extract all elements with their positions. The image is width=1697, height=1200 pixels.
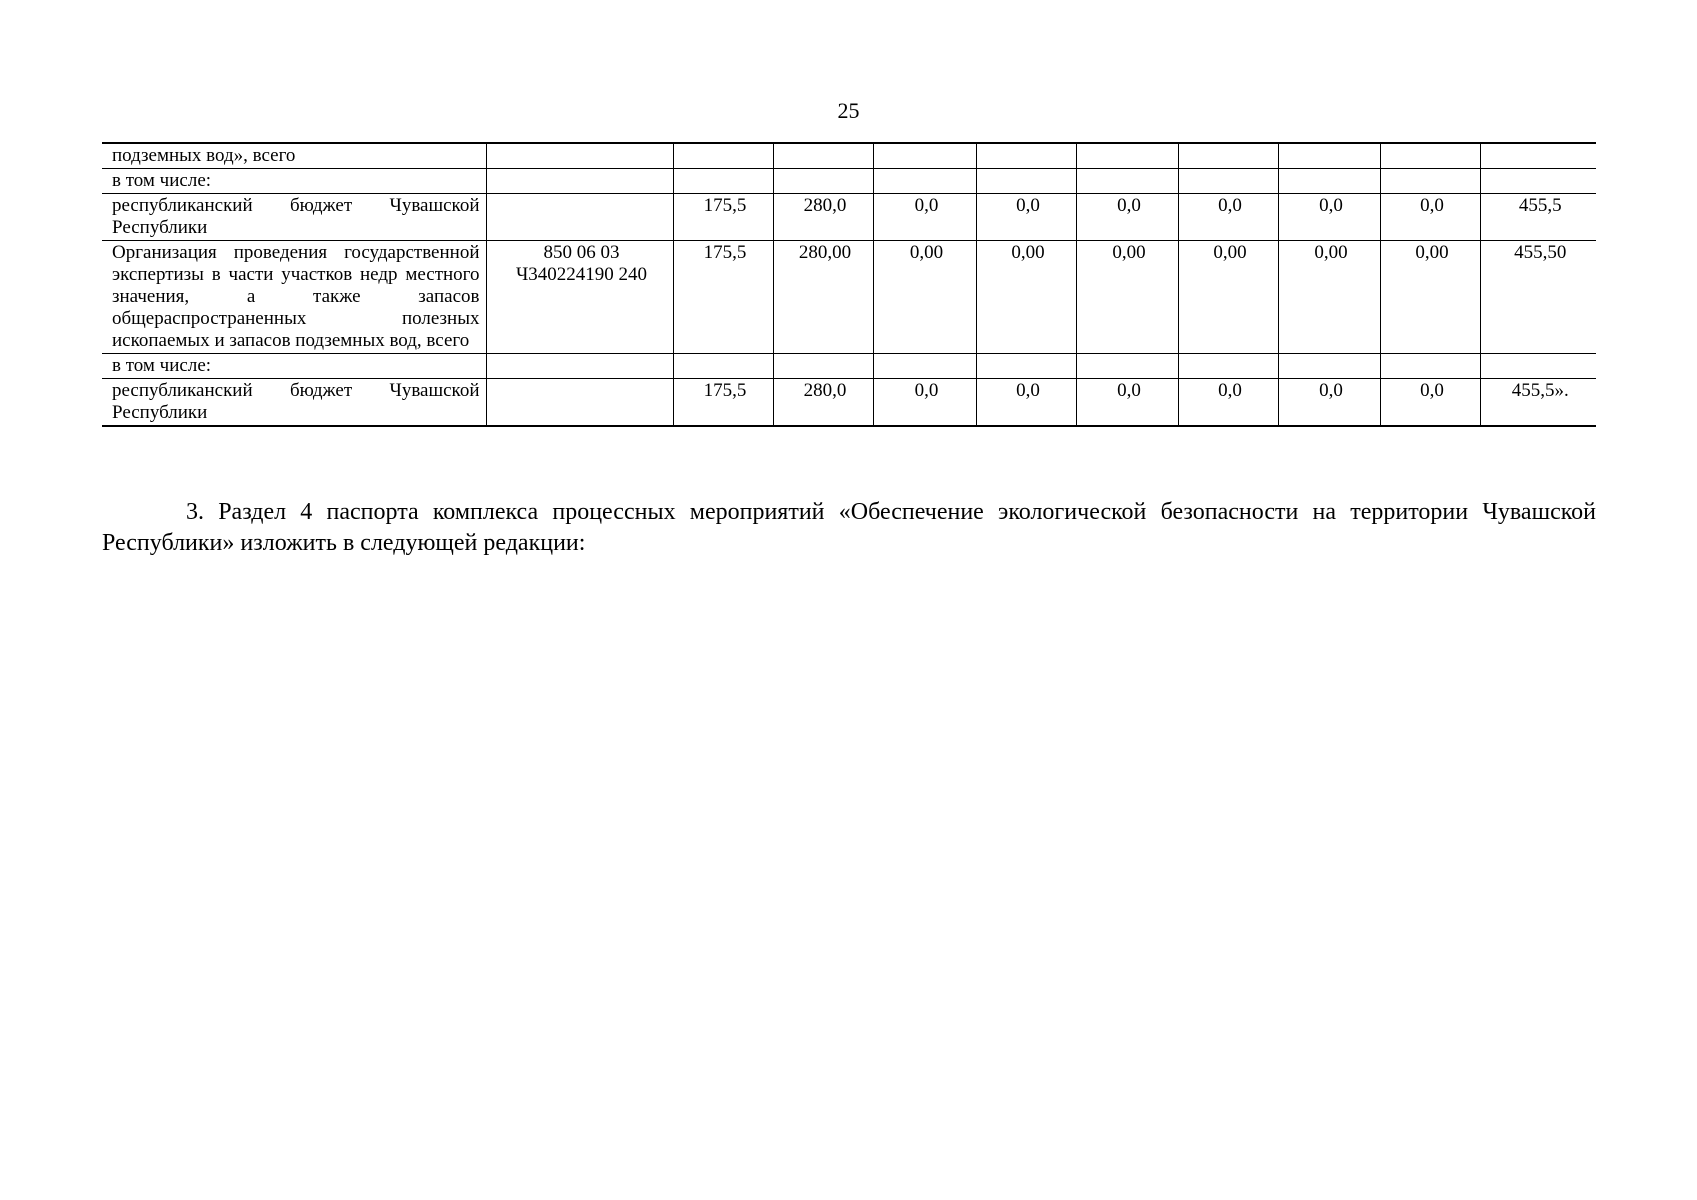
amount-cell (1076, 143, 1178, 169)
amount-cell: 175,5 (673, 379, 773, 427)
amount-cell: 0,0 (1178, 194, 1278, 241)
amount-cell: 0,00 (1380, 241, 1480, 354)
amount-cell (773, 143, 873, 169)
budget-code-cell: 850 06 03 Ч340224190 240 (486, 241, 673, 354)
amount-cell: 0,00 (1178, 241, 1278, 354)
amount-cell: 0,00 (1278, 241, 1380, 354)
row-name-cell: республиканский бюджет Чувашской Республики (102, 194, 486, 241)
row-name-cell: Организация проведения государственной экспертизы в части участков недр местного значения, а также запасов общераспространенных полезных ископаемых и запасов подземных вод, всего (102, 241, 486, 354)
amount-cell: 0,0 (1380, 379, 1480, 427)
amount-cell (976, 143, 1076, 169)
total-cell (1480, 354, 1596, 379)
amount-cell (976, 354, 1076, 379)
table-row (102, 354, 1596, 379)
amount-cell: 0,00 (873, 241, 976, 354)
row-name-cell: в том числе: (102, 169, 486, 194)
body-paragraph: 3. Раздел 4 паспорта комплекса процессных мероприятий «Обеспечение экологической безопасности на территории Чувашской Республики» изложить в следующей редакции: (102, 499, 1596, 556)
amount-cell: 0,0 (1076, 379, 1178, 427)
table-row (102, 194, 1596, 241)
amount-cell (1278, 143, 1380, 169)
amount-cell (673, 143, 773, 169)
budget-code-cell (486, 354, 673, 379)
amount-cell (1178, 354, 1278, 379)
total-cell: 455,50 (1480, 241, 1596, 354)
amount-cell: 175,5 (673, 194, 773, 241)
amount-cell: 0,0 (976, 379, 1076, 427)
amount-cell: 280,0 (773, 194, 873, 241)
table-row (102, 143, 1596, 169)
amount-cell (1178, 169, 1278, 194)
budget-table (102, 142, 1596, 427)
amount-cell (673, 169, 773, 194)
amount-cell: 0,0 (873, 379, 976, 427)
amount-cell: 0,00 (1076, 241, 1178, 354)
amount-cell (1380, 354, 1480, 379)
amount-cell: 0,0 (1380, 194, 1480, 241)
amount-cell (673, 354, 773, 379)
amount-cell (1380, 143, 1480, 169)
amount-cell (873, 169, 976, 194)
amount-cell (1076, 354, 1178, 379)
budget-code-cell (486, 194, 673, 241)
budget-code-cell (486, 379, 673, 427)
amount-cell: 280,0 (773, 379, 873, 427)
budget-code-cell (486, 143, 673, 169)
table-row (102, 241, 1596, 354)
total-cell: 455,5 (1480, 194, 1596, 241)
amount-cell (773, 354, 873, 379)
amount-cell: 0,0 (873, 194, 976, 241)
amount-cell (773, 169, 873, 194)
amount-cell (1178, 143, 1278, 169)
amount-cell: 0,0 (1178, 379, 1278, 427)
row-name-cell: республиканский бюджет Чувашской Республики (102, 379, 486, 427)
row-name-cell: в том числе: (102, 354, 486, 379)
amount-cell: 0,0 (1278, 194, 1380, 241)
amount-cell (873, 143, 976, 169)
amount-cell (1278, 354, 1380, 379)
amount-cell (1380, 169, 1480, 194)
amount-cell: 175,5 (673, 241, 773, 354)
total-cell (1480, 169, 1596, 194)
amount-cell: 0,00 (976, 241, 1076, 354)
amount-cell: 0,0 (1076, 194, 1178, 241)
total-cell: 455,5». (1480, 379, 1596, 427)
row-name-cell: подземных вод», всего (102, 143, 486, 169)
amount-cell: 0,0 (976, 194, 1076, 241)
table-row (102, 169, 1596, 194)
amount-cell: 280,00 (773, 241, 873, 354)
table-body (102, 143, 1596, 426)
amount-cell (1278, 169, 1380, 194)
table-row (102, 379, 1596, 427)
amount-cell (873, 354, 976, 379)
page-number: 25 (837, 98, 860, 123)
amount-cell (976, 169, 1076, 194)
budget-code-cell (486, 169, 673, 194)
amount-cell: 0,0 (1278, 379, 1380, 427)
amount-cell (1076, 169, 1178, 194)
total-cell (1480, 143, 1596, 169)
